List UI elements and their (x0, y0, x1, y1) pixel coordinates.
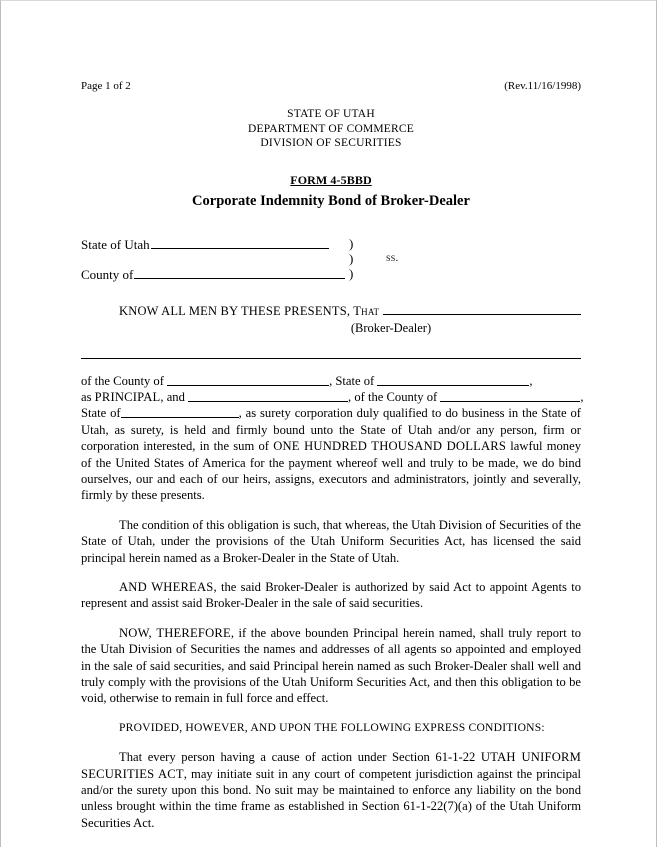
surety-state-fill[interactable] (121, 406, 239, 418)
venue-county-line (81, 266, 346, 283)
as-label: as (81, 389, 92, 404)
venue-paren-middle: ) (349, 250, 354, 266)
agency-department: DEPARTMENT OF COMMERCE (247, 122, 415, 135)
cause-of-action-paragraph (81, 749, 581, 831)
principal-line-1 (81, 373, 581, 389)
cause-of-action-text-1: That every person having a cause of action under Section 61-1-22 (119, 750, 481, 765)
surety-text-part2: lawful money of the United States of America for the payment whereof well and truly to be made, we do bind ourselves, our and each of our heirs, assigns, executors and administrators, jointly and severally, firmly by these presents. (81, 439, 581, 503)
document-content (81, 79, 584, 831)
county-fill-1[interactable] (167, 374, 329, 386)
venue-county-label: County of (81, 266, 134, 282)
broker-dealer-name-fill[interactable] (383, 302, 581, 315)
county-label-2: , of the County of (348, 389, 438, 404)
know-all-men-text: KNOW ALL MEN BY THESE PRESENTS, That (119, 303, 380, 318)
and-whereas-text: , the said Broker-Dealer is authorized by said Act to appoint Agents to represent and assist said Broker-Dealer in the sale of said securities. (81, 579, 581, 611)
now-therefore-caps: NOW, THEREFORE (119, 625, 231, 640)
venue-county-fill[interactable] (134, 266, 345, 279)
and-whereas-paragraph (81, 579, 581, 612)
document-header (81, 79, 581, 93)
state-label-2: State of (81, 406, 121, 421)
utah-uniform-securities-act-caps: UTAH UNIFORM SECURITIES ACT (81, 750, 581, 781)
and-whereas-caps: AND WHEREAS (119, 579, 214, 594)
venue-paren-bottom: ) (349, 265, 354, 281)
county-fill-2[interactable] (440, 390, 580, 402)
form-title: Corporate Indemnity Bond of Broker-Dealer (192, 192, 470, 209)
venue-paren-top: ) (349, 235, 354, 251)
principal-line-2 (81, 389, 584, 405)
surety-paragraph (81, 405, 581, 503)
provided-paragraph: PROVIDED, HOWEVER, AND UPON THE FOLLOWING EXPRESS CONDITIONS: (119, 720, 545, 734)
principal-caps: PRINCIPAL (94, 389, 161, 404)
and-label: , and (160, 389, 185, 404)
agency-block (81, 107, 581, 151)
ss-mark: ss. (386, 251, 399, 264)
state-fill-1[interactable] (377, 374, 529, 386)
venue-block (81, 236, 581, 288)
section-divider-rule (81, 358, 581, 359)
page-number: Page 1 of 2 (81, 80, 131, 92)
bond-amount: ONE HUNDRED THOUSAND DOLLARS (273, 439, 507, 454)
condition-paragraph: The condition of this obligation is such, that whereas, the Utah Division of Securities of the State of Utah, under the provisions of the Utah Uniform Securities Act, has licensed the said principal herein named as a Broker-Dealer in the State of Utah. (81, 517, 581, 565)
now-therefore-paragraph (81, 625, 581, 707)
state-label-1: , State of (329, 373, 375, 388)
now-therefore-text: , if the above bounden Principal herein named, shall truly report to the Utah Division of Securities the names and addresses of all agents so appointed and employed in the sale of said securities, and said Principal herein named as such Broker-Dealer shall well and truly comply with the provisions of the Utah Uniform Securities Act, and then this obligation to be void, otherwise to remain in full force and effect. (81, 625, 581, 706)
agency-division: DIVISION OF SECURITIES (260, 137, 402, 149)
county-label-1: of the County of (81, 373, 164, 388)
venue-state-fill[interactable] (151, 236, 329, 249)
surety-text-part1: , as surety corporation duly qualified to do business in the State of Utah, as surety, is held and firmly bound unto the State of Utah and/or any person, firm or corporation interested, in the sum of (81, 406, 581, 454)
surety-name-fill[interactable] (188, 390, 348, 402)
comma-1: , (529, 373, 533, 388)
revision-date: (Rev.11/16/1998) (504, 80, 581, 92)
document-body (81, 373, 584, 832)
broker-dealer-caption: (Broker-Dealer) (350, 320, 432, 335)
agency-state: STATE OF UTAH (287, 108, 375, 120)
form-identifier: FORM 4-5BBD (290, 172, 372, 187)
know-all-men-line (81, 302, 581, 319)
comma-2: , (580, 389, 584, 404)
venue-state-label: State of Utah (81, 236, 150, 252)
venue-state-line (81, 236, 330, 253)
cause-of-action-text-2: , may initiate suit in any court of competent jurisdiction against the principal and/or the surety upon this bond. No suit may be maintained to enforce any liability on the bond unless brought within the time frame as established in Section 61-1-22(7)(a) of the Utah Uniform Securities Act. (81, 766, 581, 830)
